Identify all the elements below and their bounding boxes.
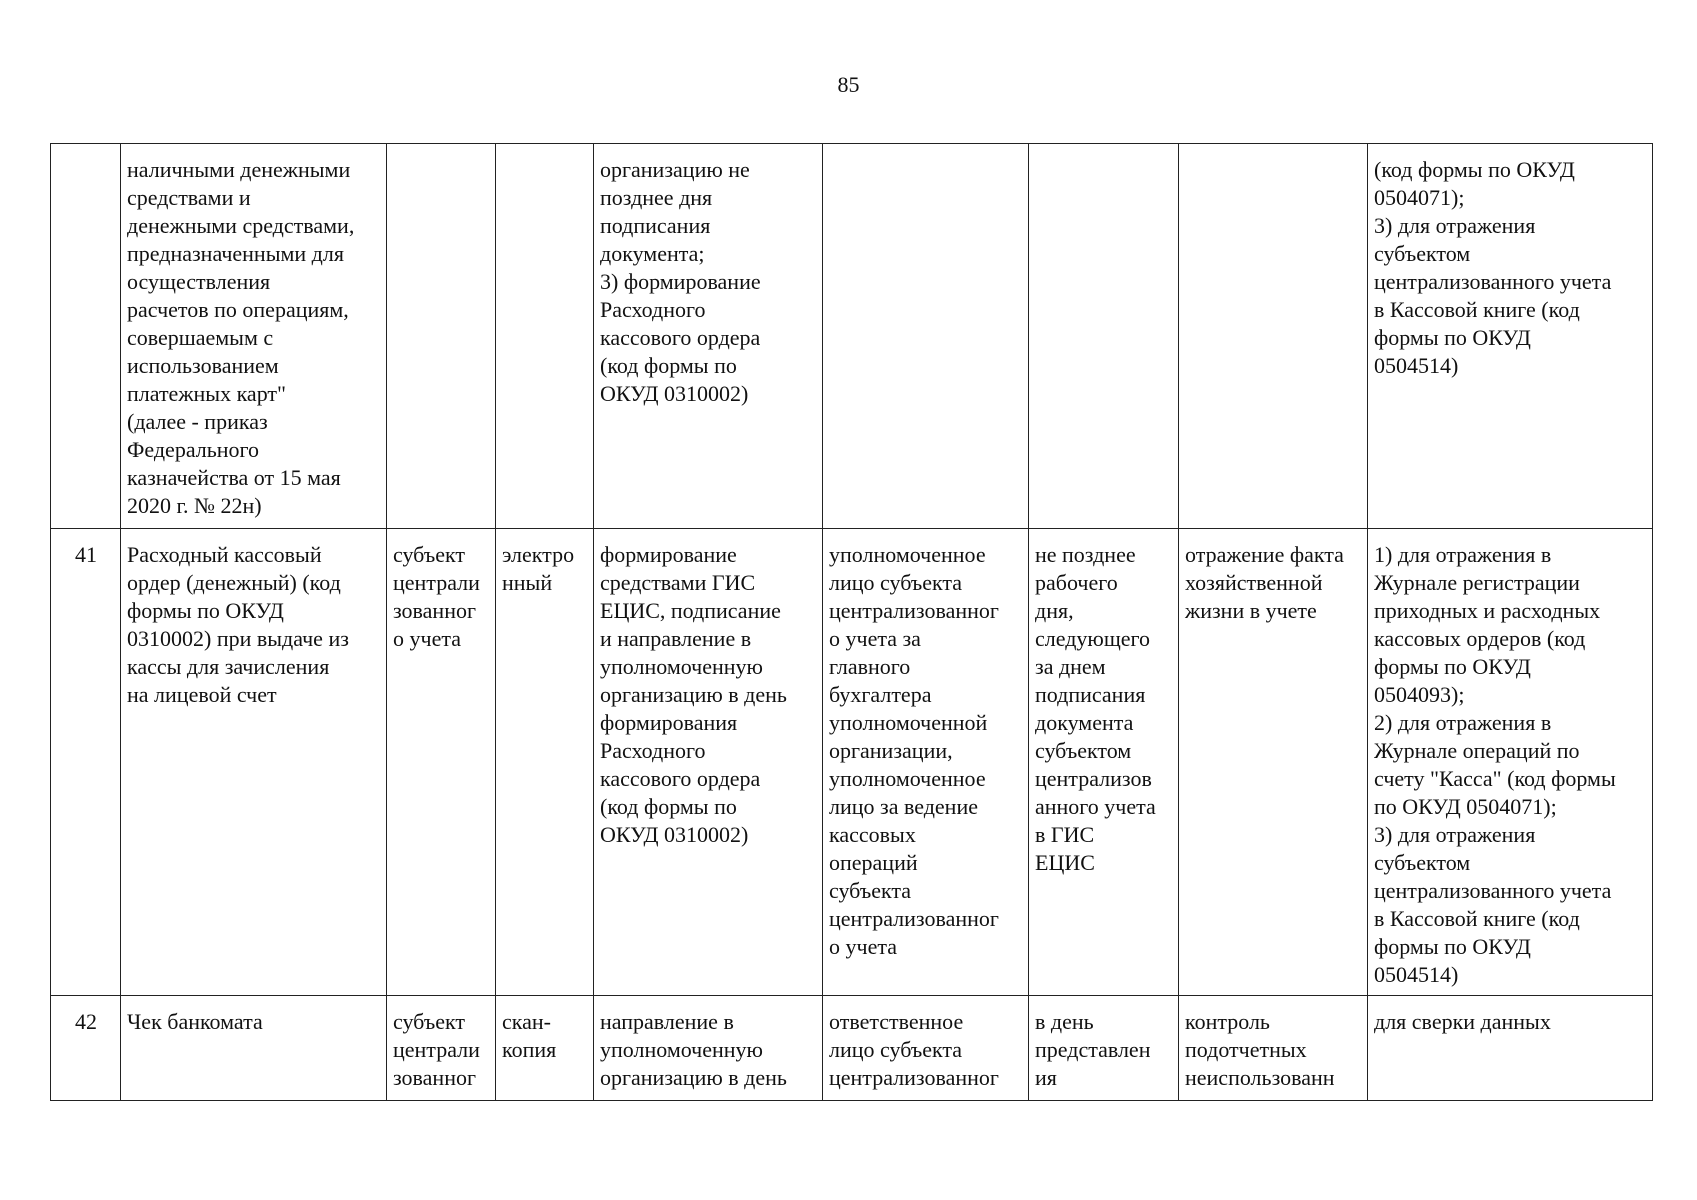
document-name-cell: наличными денежными средствами и денежными средствами, предназначенными для осуществления расчетов по операциям, совершаемым с использованием платежных карт" (далее - приказ Федерального казначейства от 15 мая 2020 г. № 22н): [121, 144, 387, 529]
form-cell: скан- копия: [496, 996, 594, 1101]
row-number-cell: [51, 144, 121, 529]
registry-table: [50, 143, 1653, 1101]
creator-cell: субъект централи зованног: [387, 996, 496, 1101]
form-cell: электро нный: [496, 529, 594, 996]
table-row: [51, 996, 1653, 1101]
table-row: [51, 144, 1653, 529]
responsible-cell: [823, 144, 1029, 529]
creator-cell: [387, 144, 496, 529]
document-name-cell: Чек банкомата: [121, 996, 387, 1101]
usage-cell: (код формы по ОКУД 0504071); 3) для отражения субъектом централизованного учета в Кассовой книге (код формы по ОКУД 0504514): [1368, 144, 1653, 529]
row-number-cell: 42: [51, 996, 121, 1101]
responsible-cell: ответственное лицо субъекта централизованног: [823, 996, 1029, 1101]
purpose-cell: контроль подотчетных неиспользованн: [1179, 996, 1368, 1101]
usage-cell: для сверки данных: [1368, 996, 1653, 1101]
usage-cell: 1) для отражения в Журнале регистрации приходных и расходных кассовых ордеров (код формы по ОКУД 0504093); 2) для отражения в Журнале операций по счету "Касса" (код формы по ОКУД 0504071); 3) для отражения субъектом централизованного учета в Кассовой книге (код формы по ОКУД 0504514): [1368, 529, 1653, 996]
document-name-cell: Расходный кассовый ордер (денежный) (код формы по ОКУД 0310002) при выдаче из кассы для зачисления на лицевой счет: [121, 529, 387, 996]
responsible-cell: уполномоченное лицо субъекта централизованног о учета за главного бухгалтера уполномоченной организации, уполномоченное лицо за ведение кассовых операций субъекта централизованног о учета: [823, 529, 1029, 996]
table-row: [51, 529, 1653, 996]
purpose-cell: [1179, 144, 1368, 529]
purpose-cell: отражение факта хозяйственной жизни в учете: [1179, 529, 1368, 996]
deadline-cell: в день представлен ия: [1029, 996, 1179, 1101]
procedure-cell: направление в уполномоченную организацию в день: [594, 996, 823, 1101]
deadline-cell: [1029, 144, 1179, 529]
procedure-cell: формирование средствами ГИС ЕЦИС, подписание и направление в уполномоченную организацию в день формирования Расходного кассового ордера (код формы по ОКУД 0310002): [594, 529, 823, 996]
deadline-cell: не позднее рабочего дня, следующего за днем подписания документа субъектом централизов анного учета в ГИС ЕЦИС: [1029, 529, 1179, 996]
page-number: 85: [837, 72, 860, 97]
form-cell: [496, 144, 594, 529]
row-number-cell: 41: [51, 529, 121, 996]
creator-cell: субъект централи зованног о учета: [387, 529, 496, 996]
procedure-cell: организацию не позднее дня подписания документа; 3) формирование Расходного кассового ордера (код формы по ОКУД 0310002): [594, 144, 823, 529]
